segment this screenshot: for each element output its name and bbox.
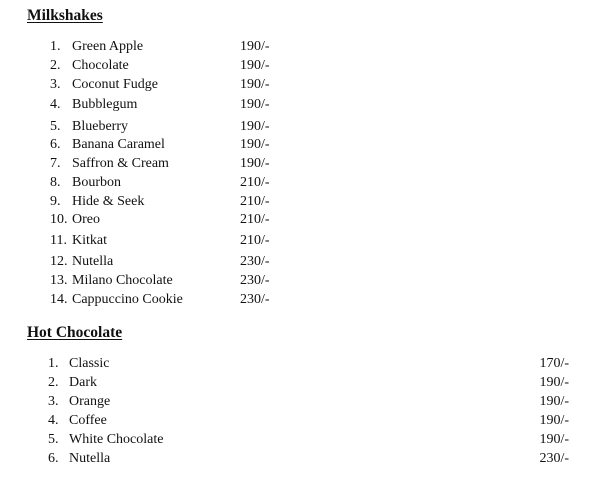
menu-item-price: 190/- bbox=[240, 119, 270, 134]
menu-item-name: Coffee bbox=[69, 413, 107, 428]
menu-item-name: Classic bbox=[69, 356, 110, 371]
menu-item-price: 190/- bbox=[240, 97, 270, 112]
menu-item-name: Milano Chocolate bbox=[72, 273, 173, 288]
menu-item-price: 190/- bbox=[240, 156, 270, 171]
menu-item bbox=[0, 450, 600, 468]
menu-item-num: 9. bbox=[50, 194, 61, 209]
menu-item-price: 190/- bbox=[240, 58, 270, 73]
menu-item-name: Kitkat bbox=[72, 233, 107, 248]
menu-item-num: 7. bbox=[50, 156, 61, 171]
menu-item-num: 5. bbox=[50, 119, 61, 134]
menu-item-price: 210/- bbox=[240, 233, 270, 248]
menu-item-price: 210/- bbox=[240, 212, 270, 227]
menu-item bbox=[0, 57, 600, 75]
menu-item-name: Nutella bbox=[72, 254, 114, 269]
menu-item-num: 12. bbox=[50, 254, 68, 269]
menu-item-price: 190/- bbox=[240, 137, 270, 152]
menu-item-num: 4. bbox=[48, 413, 59, 428]
menu-item bbox=[0, 174, 600, 192]
menu-item-num: 6. bbox=[50, 137, 61, 152]
menu-item-name: Bourbon bbox=[72, 175, 121, 190]
menu-item bbox=[0, 272, 600, 290]
menu-item-name: Dark bbox=[69, 375, 97, 390]
menu-item-price: 190/- bbox=[240, 39, 270, 54]
menu-item-num: 13. bbox=[50, 273, 68, 288]
menu-item bbox=[0, 76, 600, 94]
menu-item-num: 10. bbox=[50, 212, 68, 227]
menu-item-name: Green Apple bbox=[72, 39, 144, 54]
menu-item-price: 230/- bbox=[240, 273, 270, 288]
menu-item bbox=[0, 38, 600, 56]
menu-item bbox=[0, 291, 600, 309]
menu-item bbox=[0, 393, 600, 411]
menu-item-price: 170/- bbox=[539, 356, 569, 371]
menu-item bbox=[0, 374, 600, 392]
menu-item-name: Blueberry bbox=[72, 119, 128, 134]
menu-item-num: 8. bbox=[50, 175, 61, 190]
menu-item bbox=[0, 193, 600, 211]
menu-item bbox=[0, 211, 600, 229]
menu-item-price: 230/- bbox=[539, 451, 569, 466]
menu-item-name: Oreo bbox=[72, 212, 100, 227]
menu-item-name: Coconut Fudge bbox=[72, 77, 158, 92]
menu-item-price: 190/- bbox=[539, 432, 569, 447]
menu-item-name: Nutella bbox=[69, 451, 111, 466]
menu-item bbox=[0, 118, 600, 136]
menu-item-price: 210/- bbox=[240, 175, 270, 190]
menu-item bbox=[0, 253, 600, 271]
menu-item bbox=[0, 431, 600, 449]
menu-item bbox=[0, 355, 600, 373]
menu-item-name: Chocolate bbox=[72, 58, 129, 73]
menu-item-num: 3. bbox=[48, 394, 59, 409]
menu-item-num: 5. bbox=[48, 432, 59, 447]
menu-item-num: 11. bbox=[50, 233, 67, 248]
menu-item-num: 3. bbox=[50, 77, 61, 92]
menu-item-num: 1. bbox=[48, 356, 59, 371]
menu-item-name: Orange bbox=[69, 394, 111, 409]
menu-item-num: 2. bbox=[48, 375, 59, 390]
menu-item-num: 1. bbox=[50, 39, 61, 54]
menu-item-name: Banana Caramel bbox=[72, 137, 165, 152]
menu-item bbox=[0, 155, 600, 173]
menu-item-price: 230/- bbox=[240, 292, 270, 307]
menu-item-num: 14. bbox=[50, 292, 68, 307]
menu-item-name: White Chocolate bbox=[69, 432, 164, 447]
menu-item-num: 2. bbox=[50, 58, 61, 73]
menu-item-price: 190/- bbox=[539, 375, 569, 390]
menu-item bbox=[0, 96, 600, 114]
menu-item-name: Bubblegum bbox=[72, 97, 138, 112]
menu-item-name: Saffron & Cream bbox=[72, 156, 169, 171]
menu-item bbox=[0, 232, 600, 250]
menu-item bbox=[0, 412, 600, 430]
milkshakes-heading: Milkshakes bbox=[27, 7, 103, 24]
menu-item-num: 4. bbox=[50, 97, 61, 112]
menu-item-price: 230/- bbox=[240, 254, 270, 269]
menu-item-price: 210/- bbox=[240, 194, 270, 209]
menu-item bbox=[0, 136, 600, 154]
menu-item-name: Cappuccino Cookie bbox=[72, 292, 183, 307]
menu-item-name: Hide & Seek bbox=[72, 194, 145, 209]
menu-item-price: 190/- bbox=[539, 394, 569, 409]
menu-item-num: 6. bbox=[48, 451, 59, 466]
menu-item-price: 190/- bbox=[240, 77, 270, 92]
menu-item-price: 190/- bbox=[539, 413, 569, 428]
hot-chocolate-heading: Hot Chocolate bbox=[27, 324, 123, 341]
